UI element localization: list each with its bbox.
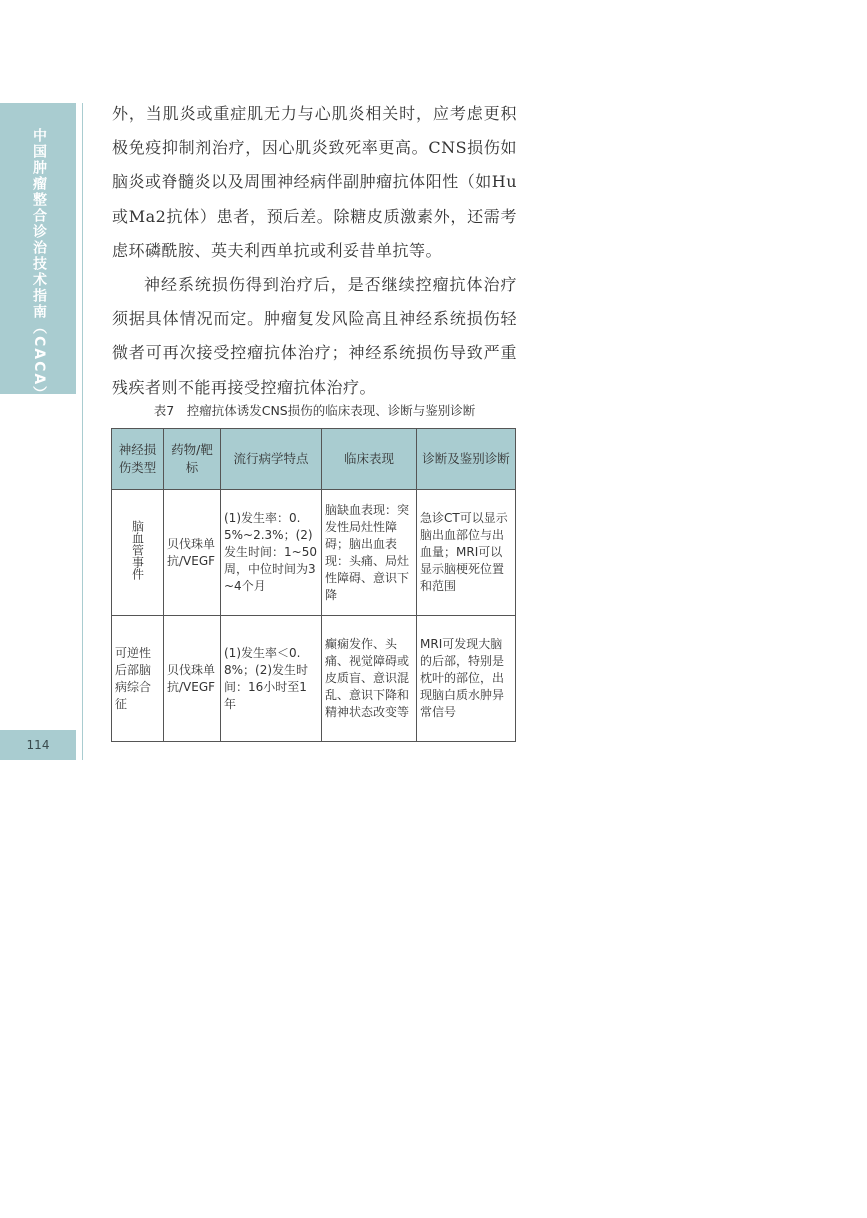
header-cell: 诊断及鉴别诊断 [417, 429, 516, 490]
table-cell: 癫痫发作、头痛、视觉障碍或皮质盲、意识混乱、意识下降和精神状态改变等 [322, 616, 417, 742]
header-cell: 神经损伤类型 [112, 429, 164, 490]
table-cell: (1)发生率：0.5%~2.3%；(2)发生时间：1~50周，中位时间为3~4个月 [221, 490, 322, 616]
paragraph: 神经系统损伤得到治疗后，是否继续控瘤抗体治疗须据具体情况而定。肿瘤复发风险高且神经系统损伤轻微者可再次接受控瘤抗体治疗；神经系统损伤导致严重残疾者则不能再接受控瘤抗体治疗。 [112, 275, 517, 397]
table-cell: 贝伐珠单抗/VEGF [164, 490, 221, 616]
table-cell: 贝伐珠单抗/VEGF [164, 616, 221, 742]
table-header-row [112, 429, 516, 490]
paragraph: 外，当肌炎或重症肌无力与心肌炎相关时，应考虑更积极免疫抑制剂治疗，因心肌炎致死率更高。CNS损伤如脑炎或脊髓炎以及周围神经病伴副肿瘤抗体阳性（如Hu或Ma2抗体）患者，预后差。除糖皮质激素外，还需考虑环磷酰胺、英夫利西单抗或利妥昔单抗等。 [112, 104, 517, 260]
cell-text: 脑血管事件 [130, 520, 145, 580]
body-text [112, 97, 517, 405]
header-cell: 药物/靶标 [164, 429, 221, 490]
table-cell: MRI可发现大脑的后部，特别是枕叶的部位，出现脑白质水肿异常信号 [417, 616, 516, 742]
table-row [112, 616, 516, 742]
table-cell [112, 490, 164, 616]
margin-rule [82, 103, 83, 760]
header-cell: 临床表现 [322, 429, 417, 490]
table-caption: 表7 控瘤抗体诱发CNS损伤的临床表现、诊断与鉴别诊断 [153, 403, 476, 418]
table-cell: 急诊CT可以显示脑出血部位与出血量；MRI可以显示脑梗死位置和范围 [417, 490, 516, 616]
cns-injury-table [111, 428, 516, 742]
page-number: 114 [26, 738, 50, 752]
sidebar-book-title: 中国肿瘤整合诊治技术指南（CACA） [31, 128, 47, 403]
table-row [112, 490, 516, 616]
table-cell: 脑缺血表现：突发性局灶性障碍；脑出血表现：头痛、局灶性障碍、意识下降 [322, 490, 417, 616]
table-cell: (1)发生率＜0.8%；(2)发生时间：16小时至1年 [221, 616, 322, 742]
header-cell: 流行病学特点 [221, 429, 322, 490]
table-cell: 可逆性后部脑病综合征 [112, 616, 164, 742]
